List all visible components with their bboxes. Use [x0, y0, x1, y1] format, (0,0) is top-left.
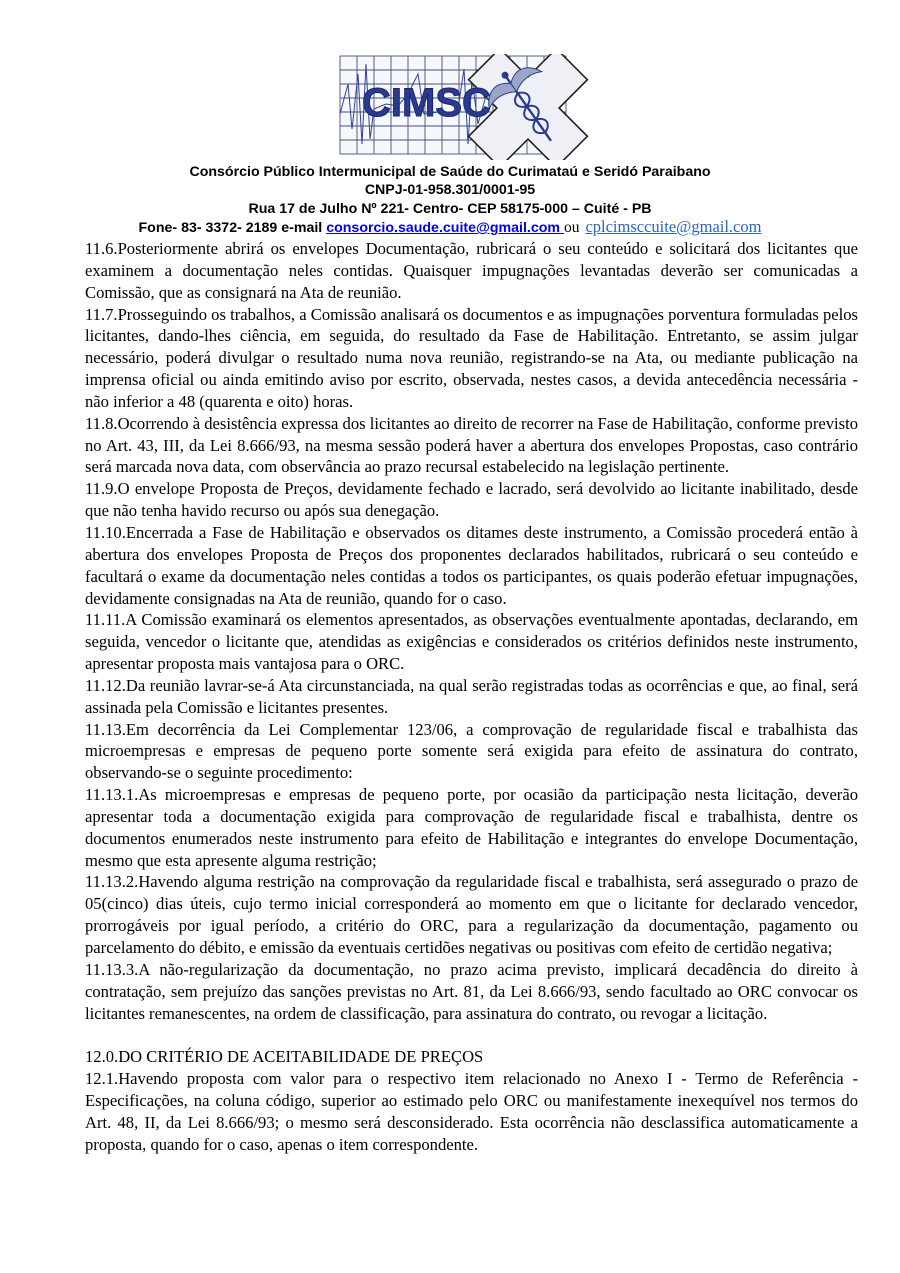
clause-12-1: 12.1.Havendo proposta com valor para o respectivo item relacionado no Anexo I - Termo de Referência - Especificações, na coluna código, superior ao estimado pelo ORC ou manifestamente inexequível nos termos do Art. 48, II, da Lei 8.666/93; o mesmo será desconsiderado. Esta ocorrência não desclassifica automaticamente a proposta, quando for o caso, apenas o item correspondente.: [85, 1069, 858, 1154]
clause-11-13-1: 11.13.1.As microempresas e empresas de pequeno porte, por ocasião da participação nesta licitação, deverão apresentar toda a documentação exigida para comprovação de regularidade fiscal e trabalhista, dentre os documentos enumerados neste instrumento para efeito de Habilitação e integrantes do envelope Documentação, mesmo que esta apresente alguma restrição;: [85, 785, 858, 870]
logo-text: CIMSC: [362, 81, 491, 125]
clause-11-13-2: 11.13.2.Havendo alguma restrição na comprovação da regularidade fiscal e trabalhista, será assegurado o prazo de 05(cinco) dias úteis, cujo termo inicial corresponderá ao momento em que o licitante for declarado vencedor, prorrogáveis por igual período, a critério do ORC, para a regularização da documentação, pagamento ou parcelamento do débito, e emissão da eventuais certidões negativas ou positivas com efeito de certidão negativa;: [85, 872, 858, 957]
contact-line: [0, 218, 900, 237]
clause-11-8: 11.8.Ocorrendo à desistência expressa dos licitantes ao direito de recorrer na Fase de Habilitação, conforme previsto no Art. 43, III, da Lei 8.666/93, na mesma sessão poderá haver a abertura dos envelopes Propostas, caso contrário será marcada nova data, com observância ao prazo recursal estabelecido na legislação pertinente.: [85, 413, 858, 477]
clause-11-13: 11.13.Em decorrência da Lei Complementar 123/06, a comprovação de regularidade fiscal e trabalhista das microempresas e empresas de pequeno porte somente será exigida para efeito de assinatura do contrato, observando-se o seguinte procedimento:: [85, 719, 858, 783]
section-12-heading: 12.0.DO CRITÉRIO DE ACEITABILIDADE DE PREÇOS: [85, 1047, 484, 1067]
cnpj: CNPJ-01-958.301/0001-95: [364, 182, 536, 198]
clause-11-13-3: 11.13.3.A não-regularização da documentação, no prazo acima previsto, implicará decadência do direito à contratação, sem prejuízo das sanções previstas no Art. 81, da Lei 8.666/93, sendo facultado ao ORC convocar os licitantes remanescentes, na ordem de classificação, para assinatura do contrato, ou revogar a licitação.: [85, 959, 858, 1023]
cimsc-logo: [338, 54, 610, 160]
document-body: [85, 238, 858, 1155]
clause-11-12: 11.12.Da reunião lavrar-se-á Ata circunstanciada, na qual serão registradas todas as ocorrências e que, ao final, será assinada pela Comissão e licitantes presentes.: [85, 675, 858, 717]
phone-label: Fone- 83- 3372- 2189 e-mail: [138, 220, 327, 236]
clause-11-9: 11.9.O envelope Proposta de Preços, devidamente fechado e lacrado, será devolvido ao licitante inabilitado, desde que não tenha havido recurso ou após sua denegação.: [85, 479, 858, 521]
clause-11-11: 11.11.A Comissão examinará os elementos apresentados, as observações eventualmente apontadas, declarando, em seguida, vencedor o licitante que, atendidas as exigências e considerados os critérios definidos neste instrumento, apresentar proposta mais vantajosa para o ORC.: [85, 610, 858, 674]
clause-11-7: 11.7.Prosseguindo os trabalhos, a Comissão analisará os documentos e as impugnações porventura formuladas pelos licitantes, dando-lhes ciência, em seguida, do resultado da Fase de Habilitação. Entretanto, se assim julgar necessário, poderá divulgar o resultado numa nova reunião, registrando-se na Ata, ou mediante publicação na imprensa oficial ou ainda emitindo aviso por escrito, observada, nestes casos, a devida antecedência necessária - não inferior a 48 (quarenta e oito) horas.: [85, 304, 858, 411]
address: Rua 17 de Julho Nº 221- Centro- CEP 58175-000 – Cuité - PB: [248, 201, 652, 217]
email-link-cpl[interactable]: cplcimsccuite@gmail.com: [585, 217, 762, 236]
spacer: [85, 1024, 858, 1046]
clause-11-10: 11.10.Encerrada a Fase de Habilitação e observados os ditames deste instrumento, a Comissão procederá então à abertura dos envelopes Proposta de Preços dos proponentes declarados habilitados, rubricará o seu conteúdo e facultará o exame da documentação neles contidas a todos os participantes, os quais poderão efetuar impugnações, devidamente consignadas na Ata de reunião, quando for o caso.: [85, 522, 858, 608]
clause-11-6: 11.6.Posteriormente abrirá os envelopes Documentação, rubricará o seu conteúdo e solicitará dos licitantes que examinem a documentação neles contidas. Quaisquer impugnações levantadas deverão ser comunicadas a Comissão, que as consignará na Ata de reunião.: [85, 239, 858, 302]
or-text: ou: [563, 219, 580, 236]
email-link-consorcio[interactable]: consorcio.saude.cuite@gmail.com: [326, 220, 564, 236]
org-name: Consórcio Público Intermunicipal de Saúde do Curimataú e Seridó Paraibano: [189, 164, 711, 180]
